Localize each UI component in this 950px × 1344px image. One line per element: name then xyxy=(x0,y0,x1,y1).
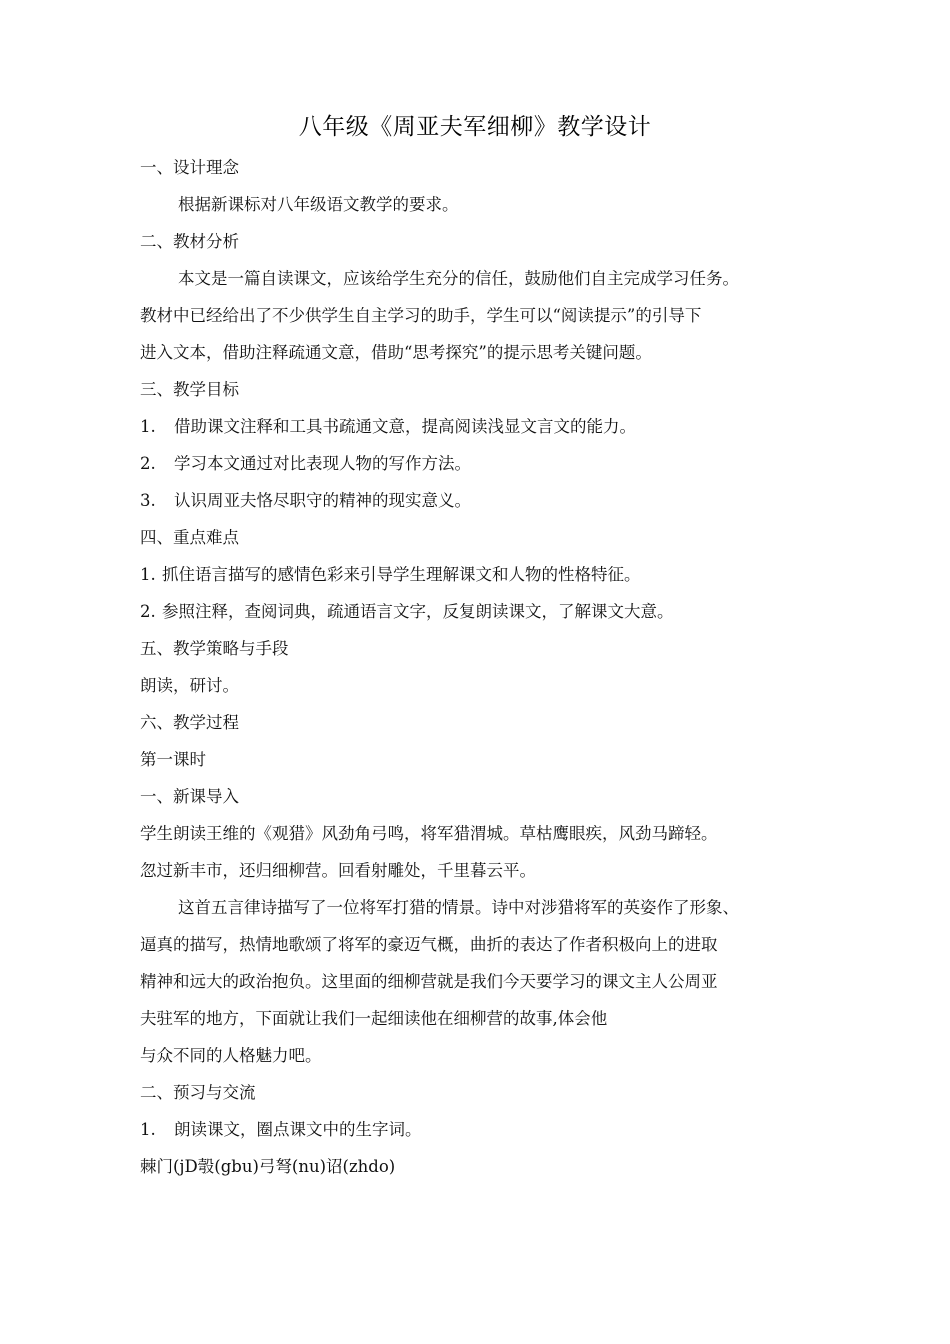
line-text: 借助课文注释和工具书疏通文意，提高阅读浅显文言文的能力。 xyxy=(174,417,636,436)
line-text: 朗读课文，圈点课文中的生字词。 xyxy=(174,1120,422,1139)
text-line xyxy=(140,149,840,186)
line-text: 棘门(jD彀(gbu)弓弩(nu)诏(zhdo) xyxy=(140,1157,396,1176)
item-number: 1. xyxy=(140,417,156,436)
text-line xyxy=(140,1037,840,1074)
line-text: 教材中已经给出了不少供学生自主学习的助手，学生可以“阅读提示”的引导下 xyxy=(140,306,702,325)
text-line xyxy=(140,852,840,889)
line-text: 一、新课导入 xyxy=(140,787,239,806)
line-text: 一、设计理念 xyxy=(140,158,239,177)
text-line xyxy=(140,186,840,223)
item-number: 2. xyxy=(140,454,156,473)
numbered-item xyxy=(140,445,840,482)
line-text: 逼真的描写，热情地歌颂了将军的豪迈气概，曲折的表达了作者积极向上的进取 xyxy=(140,935,718,954)
text-line xyxy=(140,1074,840,1111)
text-line xyxy=(140,297,840,334)
line-text: 精神和远大的政治抱负。这里面的细柳营就是我们今天要学习的课文主人公周亚 xyxy=(140,972,718,991)
document-title: 八年级《周亚夫军细柳》教学设计 xyxy=(298,114,652,140)
text-line xyxy=(140,815,840,852)
line-text: 进入文本，借助注释疏通文意，借助“思考探究”的提示思考关键问题。 xyxy=(140,343,652,362)
text-line xyxy=(140,926,840,963)
numbered-item xyxy=(140,408,840,445)
numbered-item xyxy=(140,556,840,593)
line-text: 参照注释，查阅词典，疏通语言文字，反复朗读课文，了解课文大意。 xyxy=(162,602,674,621)
item-number: 1. xyxy=(140,1120,156,1139)
numbered-item xyxy=(140,1111,840,1148)
line-text: 本文是一篇自读课文，应该给学生充分的信任，鼓励他们自主完成学习任务。 xyxy=(178,269,739,288)
text-line xyxy=(140,667,840,704)
line-text: 忽过新丰市，还归细柳营。回看射雕处，千里暮云平。 xyxy=(140,861,536,880)
text-line xyxy=(140,371,840,408)
line-text: 五、教学策略与手段 xyxy=(140,639,289,658)
line-text: 第一课时 xyxy=(140,750,206,769)
text-line xyxy=(140,630,840,667)
item-number: 1. xyxy=(140,565,156,584)
document-body xyxy=(140,149,840,1185)
text-line xyxy=(140,519,840,556)
numbered-item xyxy=(140,593,840,630)
text-line xyxy=(140,1148,840,1185)
line-text: 四、重点难点 xyxy=(140,528,239,547)
line-text: 认识周亚夫恪尽职守的精神的现实意义。 xyxy=(174,491,471,510)
text-line xyxy=(140,334,840,371)
line-text: 朗读，研讨。 xyxy=(140,676,239,695)
text-line xyxy=(140,704,840,741)
text-line xyxy=(140,778,840,815)
text-line xyxy=(140,260,840,297)
line-text: 这首五言律诗描写了一位将军打猎的情景。诗中对涉猎将军的英姿作了形象、 xyxy=(178,898,739,917)
line-text: 六、教学过程 xyxy=(140,713,239,732)
text-line xyxy=(140,1000,840,1037)
line-text: 二、教材分析 xyxy=(140,232,239,251)
line-text: 学生朗读王维的《观猎》风劲角弓鸣，将军猎渭城。草枯鹰眼疾，风劲马蹄轻。 xyxy=(140,824,718,843)
line-text: 根据新课标对八年级语文教学的要求。 xyxy=(178,195,459,214)
item-number: 3. xyxy=(140,491,156,510)
line-text: 三、教学目标 xyxy=(140,380,239,399)
numbered-item xyxy=(140,482,840,519)
text-line xyxy=(140,223,840,260)
line-text: 二、预习与交流 xyxy=(140,1083,256,1102)
text-line xyxy=(140,963,840,1000)
line-text: 抓住语言描写的感情色彩来引导学生理解课文和人物的性格特征。 xyxy=(162,565,641,584)
line-text: 学习本文通过对比表现人物的写作方法。 xyxy=(174,454,471,473)
line-text: 夫驻军的地方，下面就让我们一起细读他在细柳营的故事,体会他 xyxy=(140,1009,608,1028)
line-text: 与众不同的人格魅力吧。 xyxy=(140,1046,322,1065)
text-line xyxy=(140,889,840,926)
text-line xyxy=(140,741,840,778)
item-number: 2. xyxy=(140,602,156,621)
